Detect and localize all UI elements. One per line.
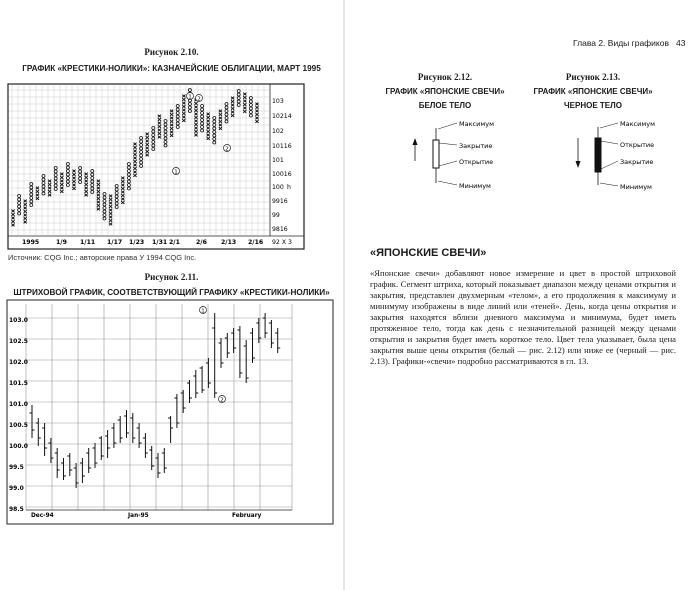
figure-2-10-number: Рисунок 2.10.: [144, 47, 199, 57]
bar-y-label: 103.0: [9, 317, 28, 324]
pnf-corner-label: 92 X 3: [272, 239, 292, 246]
pnf-marker: 1: [188, 94, 192, 101]
figure-2-10-title: ГРАФИК «КРЕСТИКИ-НОЛИКИ»: КАЗНАЧЕЙСКИЕ ОБЛИГАЦИИ, МАРТ 1995: [22, 64, 321, 73]
figure-2-13-number: Рисунок 2.13.: [565, 72, 621, 82]
pnf-x-label: 2/16: [248, 239, 264, 246]
pnf-marker: 1: [174, 169, 178, 176]
figure-2-10-source: Источник: CQG Inc.; авторские права У 1994 CQG Inc.: [8, 253, 197, 262]
white-candle-label-close: Закрытие: [459, 142, 493, 150]
figure-2-12-title: ГРАФИК «ЯПОНСКИЕ СВЕЧИ»: [385, 87, 505, 96]
pnf-y-label: 101: [272, 157, 284, 164]
pnf-marker: 2: [197, 96, 201, 103]
bar-x-label: Dec-94: [31, 513, 54, 519]
pnf-y-label-extra: h: [287, 184, 291, 191]
pnf-x-label: 1995: [22, 239, 40, 246]
figure-2-12-subtitle: БЕЛОЕ ТЕЛО: [418, 101, 472, 110]
body-paragraph: «Японские свечи» добавляют новое измерение и цвет в простой штриховой график. Сегмент штриха, который показывает диапазон между ценами открытия и закрытия, представлен двухмерным «телом», а его продолжения к максимуму и минимуму изображены в виде линий или «теней». День, когда цены открытия и закрытия находятся вблизи дневного максимума и минимума, будет иметь протяженное тело, тогда как день с незначительной разницей между ценами открытия и закрытия будет иметь короткое тело. Цвет тела указывает, была цена закрытия выше цены открытия (белый — рис. 2.12) или ниже ее (черный — рис. 2.13). Графики-«свечи» подробно рассматриваются в гл. 13.: [370, 268, 676, 366]
right-page: [345, 0, 689, 590]
bar-y-label: 99.0: [9, 485, 24, 492]
white-candle-label-low: Минимум: [459, 182, 491, 190]
pnf-y-label: 10016: [272, 171, 292, 178]
pnf-x-label: 1/11: [80, 239, 96, 246]
black-candle-label-high: Максимум: [620, 120, 655, 128]
black-candle-body: [595, 138, 601, 172]
bar-y-label: 101.5: [9, 380, 28, 387]
bar-chart-frame: [7, 300, 333, 524]
pnf-y-label: 102: [272, 128, 284, 135]
page-number: 43: [676, 38, 686, 48]
figure-2-11-title: ШТРИХОВОЙ ГРАФИК, СООТВЕТСТВУЮЩИЙ ГРАФИКУ «КРЕСТИКИ-НОЛИКИ»: [13, 288, 330, 297]
pnf-x-label: 2/13: [221, 239, 237, 246]
figure-2-11-number: Рисунок 2.11.: [144, 272, 199, 282]
white-candle-diagram: [397, 113, 537, 198]
figure-2-13-title: ГРАФИК «ЯПОНСКИЕ СВЕЧИ»: [533, 87, 653, 96]
left-page: [0, 0, 343, 590]
black-candle-label-open: Открытие: [620, 141, 655, 149]
bar-y-label: 102.0: [9, 359, 28, 366]
bar-y-label: 98.5: [9, 506, 24, 513]
white-candle-label-open: Открытие: [459, 158, 494, 166]
pnf-x-label: 1/23: [129, 239, 145, 246]
pnf-y-label: 100: [272, 184, 284, 191]
bar-y-label: 100.5: [9, 422, 28, 429]
section-title: «ЯПОНСКИЕ СВЕЧИ»: [370, 247, 487, 259]
pnf-x-label: 2/1: [169, 239, 180, 246]
bar-marker: 2: [220, 397, 224, 404]
pnf-chart: [0, 76, 343, 266]
black-candle-diagram: [560, 113, 689, 198]
pnf-y-label: 99: [272, 212, 280, 219]
black-candle-label-low: Минимум: [620, 183, 652, 191]
bar-y-label: 99.5: [9, 464, 24, 471]
bar-chart: [0, 298, 343, 528]
pnf-x-label: 1/17: [107, 239, 123, 246]
white-candle-label-high: Максимум: [459, 120, 494, 128]
black-candle-label-close: Закрытие: [620, 158, 654, 166]
white-candle-body: [433, 140, 439, 168]
pnf-y-label: 103: [272, 98, 284, 105]
bar-marker: 1: [201, 308, 205, 315]
figure-2-13-subtitle: ЧЕРНОЕ ТЕЛО: [564, 101, 622, 110]
pnf-y-label: 10214: [272, 113, 292, 120]
pnf-y-label: 9816: [272, 226, 288, 233]
bar-y-label: 101.0: [9, 401, 28, 408]
bar-x-label: Jan-95: [128, 513, 149, 519]
pnf-x-label: 1/31: [152, 239, 168, 246]
bar-y-label: 102.5: [9, 338, 28, 345]
pnf-marker: 2: [225, 146, 229, 153]
figure-2-12-number: Рисунок 2.12.: [417, 72, 473, 82]
pnf-x-label: 2/6: [196, 239, 207, 246]
pnf-x-label: 1/9: [56, 239, 67, 246]
pnf-y-label: 9916: [272, 198, 288, 205]
bar-x-label: February: [232, 513, 262, 519]
bar-y-label: 100.0: [9, 443, 28, 450]
pnf-y-label: 10116: [272, 143, 292, 150]
running-header: Глава 2. Виды графиков: [573, 38, 669, 48]
